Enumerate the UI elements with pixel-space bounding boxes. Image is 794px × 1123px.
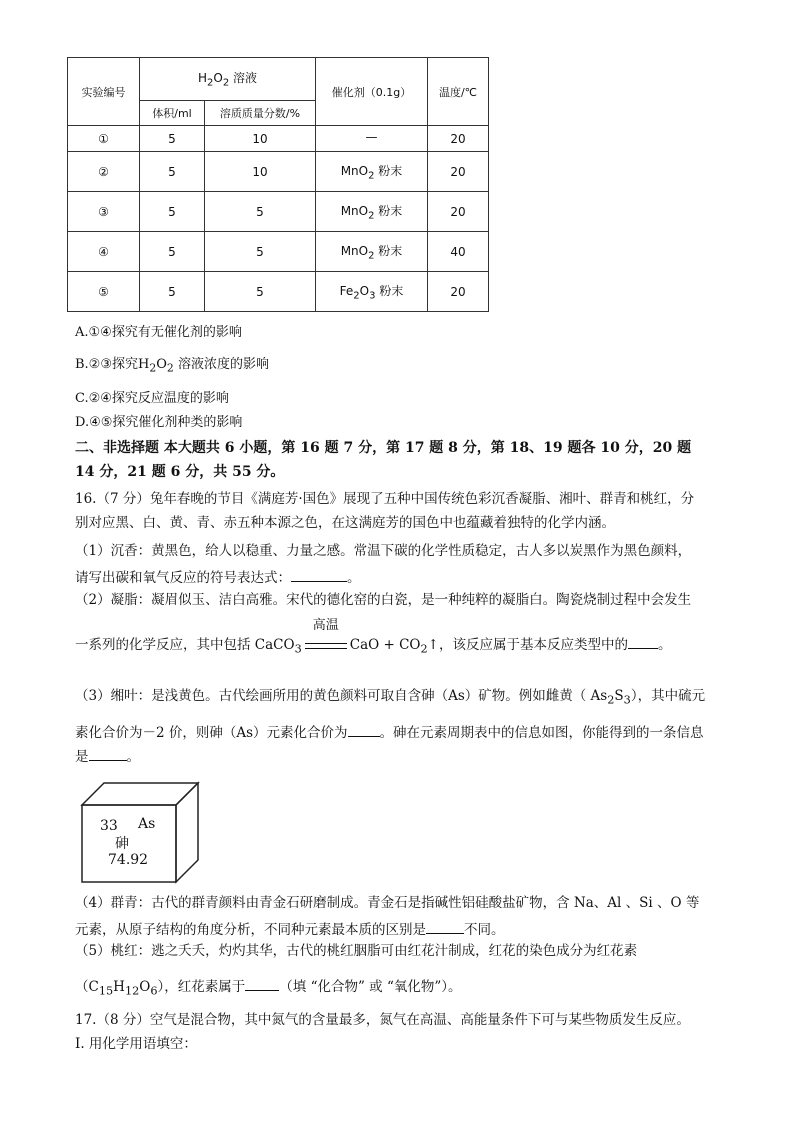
h2o2-sub2: 2: [222, 77, 230, 89]
q16-part5-line1: （5）桃红：逃之夭夭，灼灼其华，古代的桃红胭脂可由红花汁制成，红花的染色成分为红花素: [75, 943, 638, 959]
atomic-number: 33: [100, 818, 118, 834]
q16-part4-end: 不同。: [464, 922, 505, 938]
h2o2-o: O: [213, 71, 223, 86]
as2s3-sub1: 2: [607, 693, 615, 707]
formula-o-sub: 6: [150, 984, 158, 998]
answer-blank-element-info[interactable]: [89, 744, 127, 761]
formula-h-sub: 12: [124, 984, 140, 998]
cell-mass-fraction: 5: [205, 192, 316, 232]
q17-intro-line1: 17.（8 分）空气是混合物，其中氮气的含量最多，氮气在高温、高能量条件下可与某些物质发生反应。: [75, 1012, 690, 1028]
table-row: [68, 272, 489, 312]
q16-part3-intro: （3）缃叶：是浅黄色。古代绘画所用的黄色颜料可取自含砷（As）矿物。例如雌黄（ As: [75, 688, 608, 704]
cell-experiment-id: ③: [68, 192, 140, 232]
cell-catalyst: [316, 126, 428, 152]
h2o2-sub1: 2: [207, 77, 214, 89]
catalyst-cat-sub: 2: [368, 170, 375, 182]
co2-sub: 2: [420, 642, 428, 656]
cell-experiment-id: ①: [68, 126, 140, 152]
catalyst-cat-sub: 2: [368, 210, 375, 222]
answer-blank-compound-type[interactable]: [245, 974, 279, 991]
catalyst-cat-pre: Fe: [339, 283, 354, 298]
h2o2-solution-label: 溶液: [229, 71, 258, 86]
catalyst-cat-post: 粉末: [374, 243, 403, 258]
q16-part1-end: 。: [347, 570, 361, 586]
cell-experiment-id: ②: [68, 152, 140, 192]
element-symbol: As: [138, 816, 156, 832]
answer-blank-reaction-type[interactable]: [628, 632, 658, 649]
catalyst-cat-sub2: 3: [369, 290, 376, 302]
catalyst-cat-mid: O: [359, 283, 370, 298]
cell-volume: 5: [140, 126, 205, 152]
q16-part2-question: ，该反应属于基本反应类型中的: [438, 637, 628, 653]
gas-arrow: ↑: [427, 637, 439, 653]
q16-part3-line2: [75, 720, 704, 743]
answer-blank-difference[interactable]: [426, 917, 464, 934]
q16-part3-info: 。砷在元素周期表中的信息如图，你能得到的一条信息: [379, 725, 704, 741]
option-a: A.①④探究有无催化剂的影响: [75, 325, 242, 340]
section-heading-line1: 二、非选择题 本大题共 6 小题，第 16 题 7 分，第 17 题 8 分，第 18、19 题各 10 分，20 题: [75, 440, 692, 456]
table-row: [68, 192, 489, 232]
q17-intro-line2: Ⅰ. 用化学用语填空：: [75, 1036, 197, 1052]
cell-temperature: 20: [428, 126, 489, 152]
as2s3-sub2: 3: [623, 693, 631, 707]
cell-temperature: 40: [428, 232, 489, 272]
catalyst-cat-sub: 2: [368, 250, 375, 262]
header-catalyst: 催化剂（0.1g）: [316, 58, 428, 126]
reaction-condition: [302, 618, 350, 655]
q16-part3-line1: [75, 686, 705, 711]
header-volume: 体积/ml: [140, 101, 205, 126]
q16-part3-is: 是: [75, 749, 89, 765]
cell-volume: 5: [140, 192, 205, 232]
q16-part3-cont: ），其中硫元: [630, 688, 706, 704]
h2o2-h: H: [197, 71, 207, 86]
q16-part5-question: ），红花素属于: [157, 979, 246, 995]
catalyst-cat-pre: MnO: [340, 203, 369, 218]
option-d: D.④⑤探究催化剂种类的影响: [75, 415, 243, 430]
cell-volume: 5: [140, 272, 205, 312]
formula-c: （C: [75, 979, 99, 995]
cell-volume: 5: [140, 152, 205, 192]
catalyst-cat-pre: MnO: [340, 163, 369, 178]
table-row: [68, 232, 489, 272]
cell-mass-fraction: 5: [205, 272, 316, 312]
q16-part3-line3: [75, 744, 140, 767]
cell-mass-fraction: 5: [205, 232, 316, 272]
q16-intro-line1: 16.（7 分）兔年春晚的节目《满庭芳·国色》展现了五种中国传统色彩沉香凝脂、湘叶、群青和桃红，分: [75, 491, 695, 507]
cell-mass-fraction: 10: [205, 126, 316, 152]
catalyst-cat-post: 粉末: [374, 163, 403, 178]
q16-part4-line2: [75, 917, 505, 940]
catalyst-cat-sub: 2: [353, 290, 360, 302]
catalyst-cat-pre: MnO: [340, 243, 369, 258]
table-row: [68, 152, 489, 192]
q16-part2-end: 。: [657, 637, 672, 653]
cell-temperature: 20: [428, 192, 489, 232]
q16-part5-end: （填 “化合物” 或 “氧化物”）。: [279, 979, 462, 995]
cell-temperature: 20: [428, 152, 489, 192]
equals-sign: [305, 643, 347, 649]
q16-part1-line1: （1）沉香：黄黑色，给人以稳重、力量之感。常温下碳的化学性质稳定，古人多以炭黑作为黑色颜料，: [75, 543, 692, 559]
q16-part3-end: 。: [126, 749, 140, 765]
cell-catalyst: [316, 152, 428, 192]
header-temperature: 温度/℃: [428, 58, 489, 126]
cell-temperature: 20: [428, 272, 489, 312]
option-c: C.②④探究反应温度的影响: [75, 391, 229, 406]
cell-mass-fraction: 10: [205, 152, 316, 192]
formula-h: H: [113, 979, 125, 995]
formula-o: O: [139, 979, 151, 995]
as2s3-s: S: [614, 688, 624, 704]
formula-c-sub: 15: [98, 984, 114, 998]
caco3-sub: 3: [294, 642, 302, 656]
table-header-row: [68, 58, 489, 101]
condition-high-temp: 高温: [312, 618, 339, 633]
header-h2o2-solution: [140, 58, 316, 101]
header-mass-fraction: 溶质质量分数/%: [205, 101, 316, 126]
cell-catalyst: [316, 232, 428, 272]
header-experiment-id: 实验编号: [68, 58, 140, 126]
answer-blank-valence[interactable]: [348, 720, 380, 737]
cell-experiment-id: ⑤: [68, 272, 140, 312]
q16-part4-question: 元素，从原子结构的角度分析，不同种元素最本质的区别是: [75, 922, 426, 938]
answer-blank-equation[interactable]: [291, 565, 347, 582]
q16-part4-line1: （4）群青：古代的群青颜料由青金石研磨制成。青金石是指碱性铝硅酸盐矿物，含 Na、Al 、Si 、O 等: [75, 895, 700, 911]
catalyst-cat-post: 粉末: [375, 283, 404, 298]
cell-experiment-id: ④: [68, 232, 140, 272]
experiment-table: [67, 57, 489, 312]
option-b-suffix: 溶液浓度的影响: [177, 357, 269, 372]
section-heading-line2: 14 分，21 题 6 分，共 55 分。: [75, 464, 285, 480]
table-body: [68, 126, 489, 312]
option-b-prefix: B.②③探究: [75, 357, 138, 372]
q16-part2-line2: [75, 618, 672, 660]
q16-part3-valence: 素化合价为－2 价，则砷（As）元素化合价为: [75, 725, 348, 741]
reaction-products: CaO + CO: [349, 637, 421, 653]
catalyst-cat-pre: —: [365, 129, 378, 144]
periodic-element-cube: [80, 780, 200, 885]
q16-part2-line1: （2）凝脂：凝眉似玉、洁白高雅。宋代的德化窑的白瓷，是一种纯粹的凝脂白。陶瓷烧制过程中会发生: [75, 592, 692, 608]
cell-catalyst: [316, 192, 428, 232]
cell-volume: 5: [140, 232, 205, 272]
q16-intro-line2: 别对应黑、白、黄、青、赤五种本源之色，在这满庭芳的国色中也蕴藏着独特的化学内涵。: [75, 515, 615, 531]
q16-part1-prompt: 请写出碳和氧气反应的符号表达式：: [75, 570, 291, 586]
catalyst-cat-post: 粉末: [374, 203, 403, 218]
q16-part1-line2: [75, 565, 361, 588]
atomic-mass: 74.92: [108, 852, 149, 868]
option-b: B.②③探究$H_2O_2$ 溶液浓度的影响: [75, 357, 269, 375]
q16-part5-line2: [75, 974, 462, 1002]
q16-part2-caco3: 一系列的化学反应，其中包括 CaCO: [75, 637, 295, 653]
element-name: 砷: [115, 836, 129, 852]
cell-catalyst: [316, 272, 428, 312]
table-row: [68, 126, 489, 152]
cube-outline-icon: [80, 780, 200, 885]
